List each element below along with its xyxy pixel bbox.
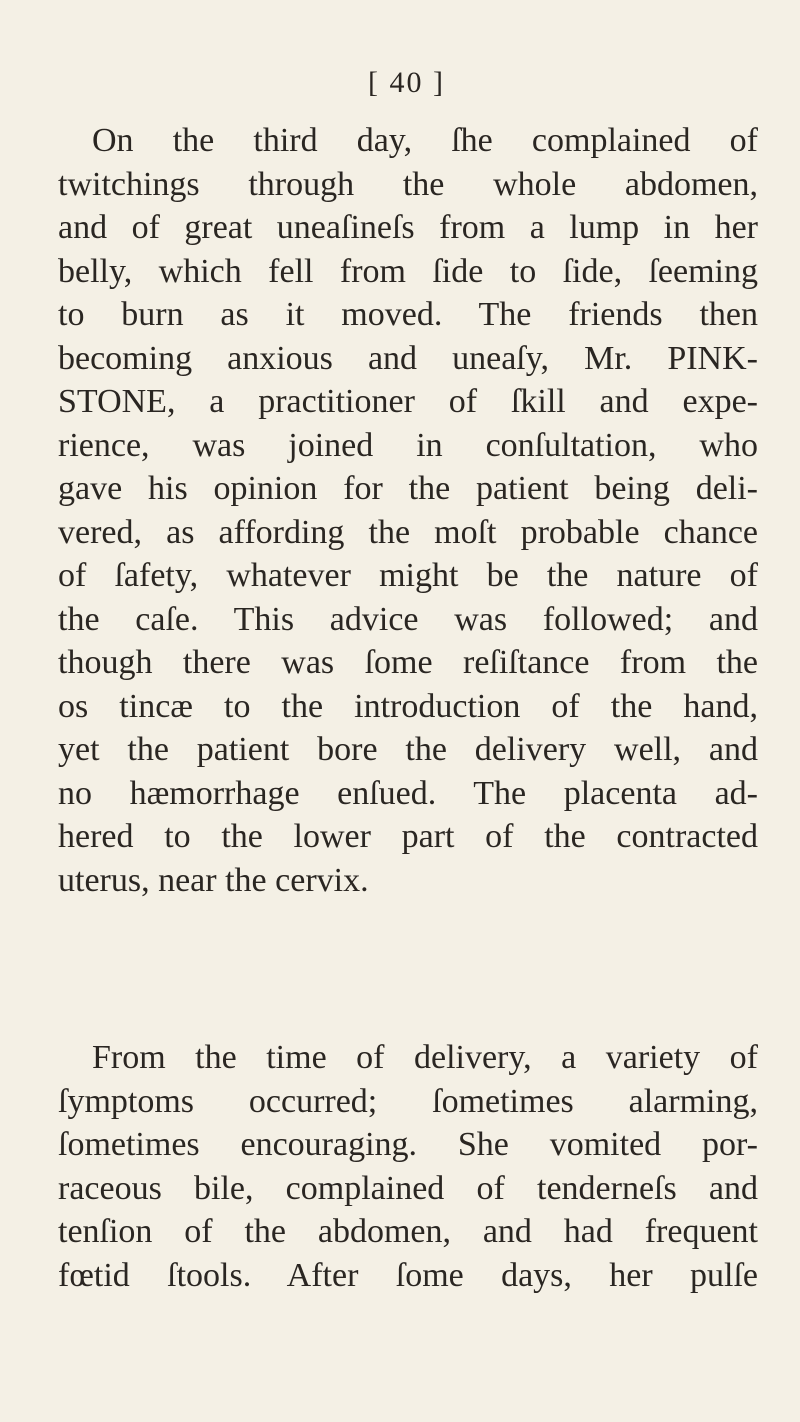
text-line: ſometimes encouraging. She vomited por-	[58, 1126, 758, 1163]
text-line: raceous bile, complained of tenderneſs and	[58, 1169, 758, 1207]
text-line: the caſe. This advice was followed; and	[58, 600, 758, 638]
text-line: and of great uneaſineſs from a lump in her	[58, 209, 758, 246]
text-line: tenſion of the abdomen, and had frequent	[58, 1213, 758, 1250]
text-line: gave his opinion for the patient being deli-	[58, 470, 758, 507]
paragraph-1	[58, 119, 758, 902]
text-line: yet the patient bore the delivery well, and	[58, 731, 758, 768]
text-line: of ſafety, whatever might be the nature of	[58, 557, 758, 594]
text-line: os tincæ to the introduction of the hand,	[58, 687, 758, 725]
text-line: fœtid ſtools. After ſome days, her pulſe	[58, 1256, 758, 1294]
text-line: to burn as it moved. The friends then	[58, 296, 758, 333]
text-line: belly, which fell from ſide to ſide, ſeeming	[58, 252, 758, 290]
paragraph-2	[58, 1036, 758, 1297]
text-line: ſymptoms occurred; ſometimes alarming,	[58, 1082, 758, 1120]
text-line: hered to the lower part of the contracted	[58, 818, 758, 855]
text-line: From the time of delivery, a variety of	[92, 1039, 758, 1076]
text-line: STONE, a practitioner of ſkill and expe-	[58, 383, 758, 420]
text-line: uterus, near the cervix.	[58, 861, 369, 899]
text-line: On the third day, ſhe complained of	[92, 122, 758, 159]
text-line: becoming anxious and uneaſy, Mr. PINK-	[58, 339, 758, 377]
text-line: though there was ſome reſiſtance from the	[58, 644, 758, 681]
text-line: rience, was joined in conſultation, who	[58, 426, 758, 464]
page-number-header: [ 40 ]	[368, 66, 445, 99]
text-line: no hæmorrhage enſued. The placenta ad-	[58, 774, 758, 812]
text-line: vered, as affording the moſt probable chance	[58, 513, 758, 551]
text-line: twitchings through the whole abdomen,	[58, 165, 758, 203]
